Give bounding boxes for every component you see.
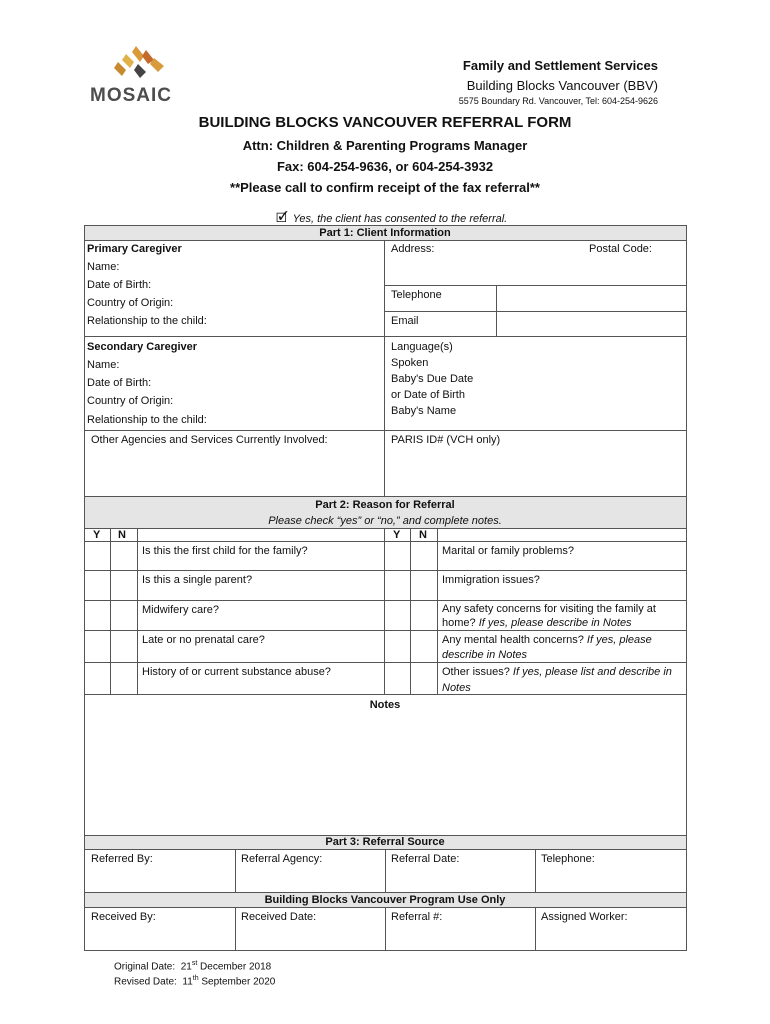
revised-date: Revised Date: 11th September 2020 <box>114 975 276 988</box>
language-label-line2: Spoken <box>391 357 429 369</box>
postal-code-label: Postal Code: <box>589 243 652 255</box>
referral-agency-label: Referral Agency: <box>241 853 323 865</box>
question-safety-line2: home? If yes, please describe in Notes <box>442 617 632 629</box>
no-column-left: N <box>118 529 126 541</box>
question-marital: Marital or family problems? <box>442 545 575 557</box>
question-other-line1: Other issues? If yes, please list and describe in <box>442 666 672 678</box>
primary-relationship-label: Relationship to the child: <box>87 315 207 327</box>
baby-name-label: Baby's Name <box>391 405 457 417</box>
secondary-caregiver-heading: Secondary Caregiver <box>87 341 198 353</box>
part2-subheading: Please check “yes” or “no,” and complete notes. <box>268 515 502 527</box>
received-date-label: Received Date: <box>241 911 317 923</box>
secondary-dob-label: Date of Birth: <box>87 377 152 389</box>
telephone-label: Telephone <box>391 289 442 301</box>
question-mental-health-line1: Any mental health concerns? If yes, please <box>442 634 652 646</box>
call-line: **Please call to confirm receipt of the fax referral** <box>230 180 540 195</box>
original-date: Original Date: 21st December 2018 <box>114 960 272 973</box>
part2-heading: Part 2: Reason for Referral <box>315 499 455 511</box>
logo-text: MOSAIC <box>90 85 172 106</box>
paris-id-label: PARIS ID# (VCH only) <box>391 434 501 446</box>
question-immigration: Immigration issues? <box>442 574 540 586</box>
secondary-country-label: Country of Origin: <box>87 395 174 407</box>
notes-heading: Notes <box>369 699 401 711</box>
address-label: Address: <box>391 243 435 255</box>
fax-line: Fax: 604-254-9636, or 604-254-3932 <box>276 159 494 174</box>
received-by-label: Received By: <box>91 911 156 923</box>
question-substance-abuse: History of or current substance abuse? <box>142 666 331 678</box>
question-single-parent: Is this a single parent? <box>142 574 253 586</box>
part3-heading: Part 3: Referral Source <box>325 836 445 848</box>
program-name: Building Blocks Vancouver (BBV) <box>466 78 658 93</box>
org-name: Family and Settlement Services <box>462 58 658 73</box>
part1-heading: Part 1: Client Information <box>319 227 451 239</box>
assigned-worker-label: Assigned Worker: <box>541 911 628 923</box>
referral-number-label: Referral #: <box>391 911 443 923</box>
secondary-relationship-label: Relationship to the child: <box>87 414 207 426</box>
email-label: Email <box>391 315 419 327</box>
secondary-name-label: Name: <box>87 359 120 371</box>
yes-column-left: Y <box>93 529 101 541</box>
due-date-label-line2: or Date of Birth <box>391 389 465 401</box>
referral-date-label: Referral Date: <box>391 853 460 865</box>
question-first-child: Is this the first child for the family? <box>142 545 308 557</box>
form-title: BUILDING BLOCKS VANCOUVER REFERRAL FORM <box>198 114 572 131</box>
language-label-line1: Language(s) <box>391 341 453 353</box>
primary-name-label: Name: <box>87 261 120 273</box>
question-safety-line1: Any safety concerns for visiting the family at <box>442 603 656 615</box>
referral-telephone-label: Telephone: <box>541 853 595 865</box>
mosaic-logo-icon <box>88 42 188 84</box>
org-address: 5575 Boundary Rd. Vancouver, Tel: 604-254-9626 <box>458 96 658 106</box>
referred-by-label: Referred By: <box>91 853 153 865</box>
question-mental-health-line2: describe in Notes <box>442 649 527 661</box>
question-prenatal: Late or no prenatal care? <box>142 634 265 646</box>
primary-country-label: Country of Origin: <box>87 297 174 309</box>
question-midwifery: Midwifery care? <box>142 604 220 616</box>
due-date-label-line1: Baby's Due Date <box>391 373 474 385</box>
consent-text: Yes, the client has consented to the referral. <box>292 213 508 225</box>
other-agencies-label: Other Agencies and Services Currently Involved: <box>91 434 328 446</box>
attn-line: Attn: Children & Parenting Programs Manager <box>242 138 528 153</box>
primary-dob-label: Date of Birth: <box>87 279 152 291</box>
consent-checkbox[interactable]: 🗹 <box>276 210 288 225</box>
yes-column-right: Y <box>393 529 401 541</box>
question-other-line2: Notes <box>442 682 471 694</box>
primary-caregiver-heading: Primary Caregiver <box>87 243 182 255</box>
program-use-heading: Building Blocks Vancouver Program Use Only <box>264 894 506 906</box>
no-column-right: N <box>419 529 427 541</box>
